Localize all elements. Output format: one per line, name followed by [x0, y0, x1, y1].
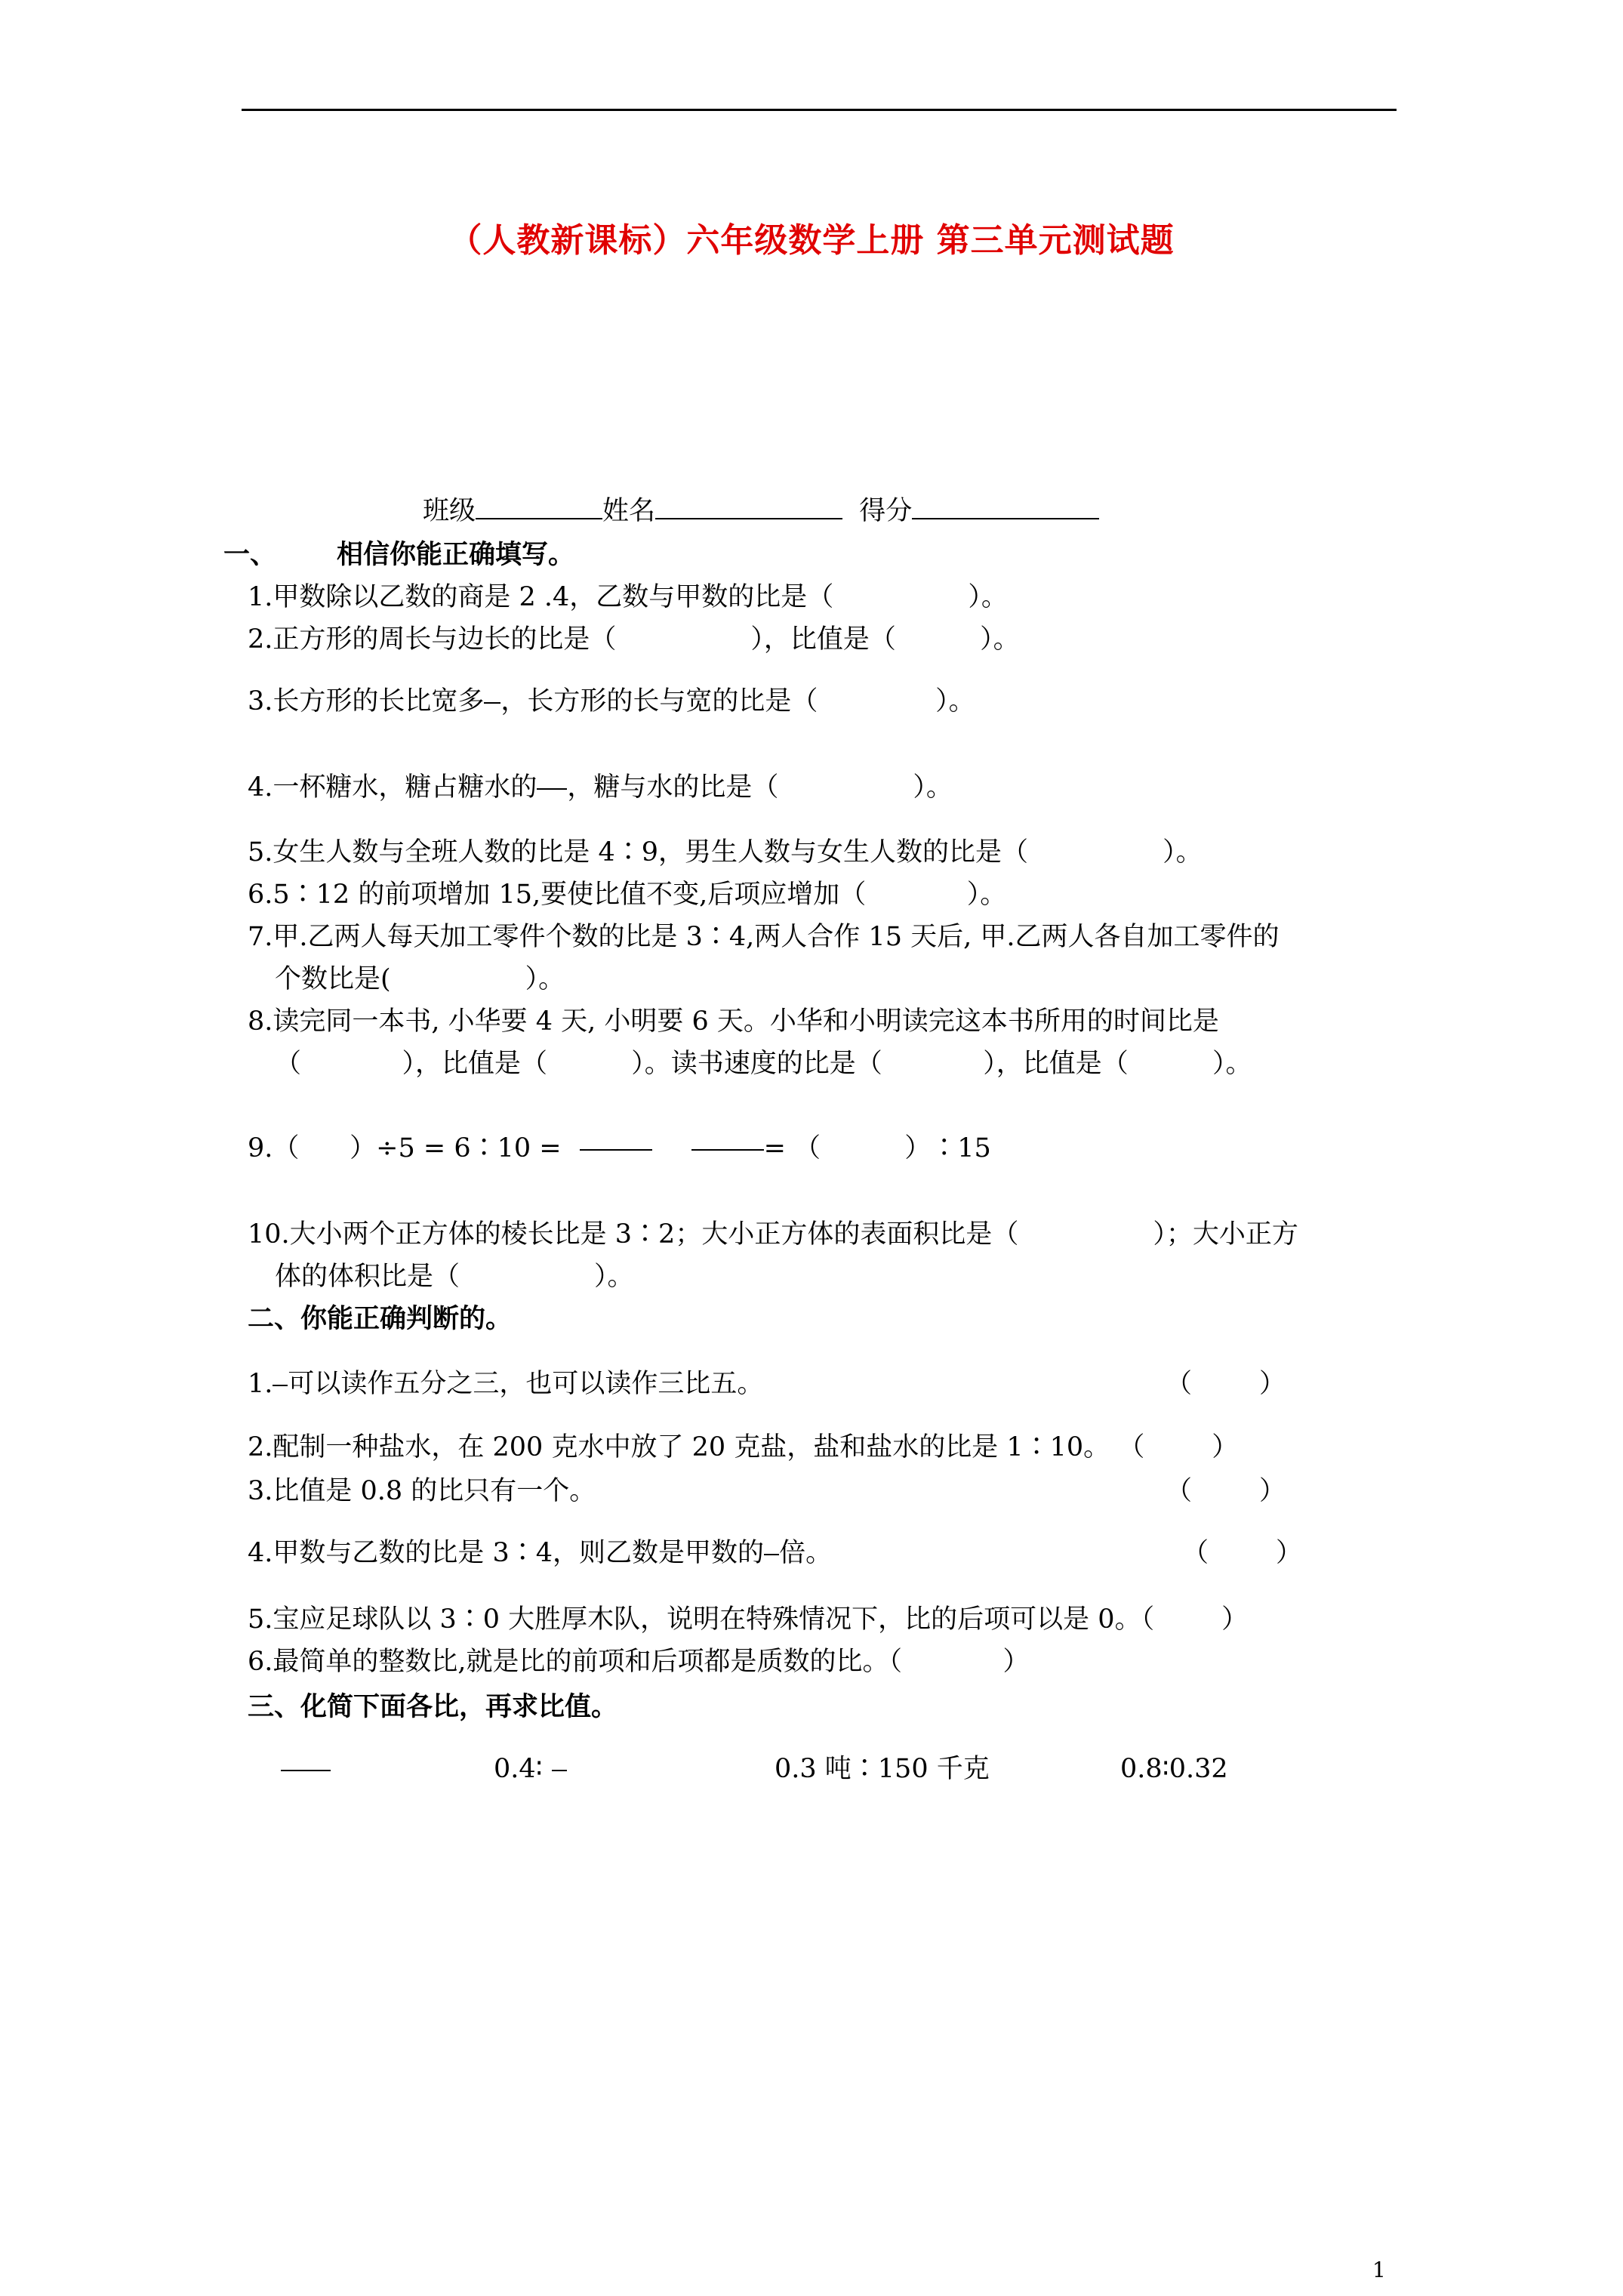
header-rule	[242, 109, 1397, 111]
judge-2-4-paren[interactable]: （ ）	[1182, 1538, 1303, 1568]
fraction-bar	[484, 702, 500, 704]
page-number: 1	[1372, 2257, 1386, 2282]
simplify-item-1	[281, 1753, 331, 1785]
fraction-bar	[552, 1770, 567, 1771]
page-title: （人教新课标）六年级数学上册 第三单元测试题	[448, 221, 1175, 260]
fraction-bar	[764, 1554, 779, 1555]
judge-2-1	[248, 1368, 763, 1400]
question-1-3-text: 3.长方形的长比宽多	[248, 686, 485, 717]
judge-2-1-text: 可以读作五分之三，也可以读作三比五。	[288, 1369, 764, 1399]
simplify-item-4: 0.8∶0.32	[1120, 1754, 1228, 1784]
question-1-4-text: 4.一杯糖水，糖占糖水的	[248, 772, 537, 803]
name-label: 姓名	[602, 496, 656, 526]
question-1-4-text-b: ，糖与水的比是（ ）。	[567, 772, 953, 803]
question-1-10a: 10.大小两个正方体的棱长比是 3∶2；大小正方体的表面积比是（ ）；大小正方	[248, 1219, 1298, 1250]
question-1-7b: 个数比是( ）。	[275, 964, 565, 994]
simplify-item-2-text: 0.4∶	[494, 1754, 543, 1784]
question-1-4	[248, 772, 953, 803]
fraction-bar	[580, 1149, 652, 1151]
fraction-bar	[537, 788, 567, 790]
question-1-8a: 8.读完同一本书, 小华要 4 天, 小明要 6 天。小华和小明读完这本书所用的时间比是	[248, 1006, 1219, 1037]
question-1-10b: 体的体积比是（ ）。	[275, 1262, 634, 1292]
question-1-2: 2.正方形的周长与边长的比是（ ），比值是（ ）。	[248, 624, 1020, 655]
section-1-heading	[223, 539, 574, 571]
judge-2-1-num: 1.	[248, 1369, 273, 1399]
fraction-bar	[691, 1149, 764, 1151]
question-1-8b: （ ），比值是（ ）。读书速度的比是（ ），比值是（ ）。	[275, 1049, 1252, 1079]
section-1-title: 相信你能正确填写。	[337, 540, 575, 570]
judge-2-4-text: 4.甲数与乙数的比是 3∶4，则乙数是甲数的	[248, 1538, 765, 1568]
judge-2-4-text-b: 倍。	[779, 1538, 833, 1568]
simplify-item-3: 0.3 吨∶150 千克	[775, 1754, 990, 1784]
simplify-item-2	[494, 1753, 567, 1785]
question-1-9-text: 9.（ ）÷5 = 6∶10 =	[248, 1133, 562, 1163]
question-1-6: 6.5∶12 的前项增加 15,要使比值不变,后项应增加（ ）。	[248, 880, 1007, 910]
class-label: 班级	[423, 496, 476, 526]
question-1-1: 1.甲数除以乙数的商是 2 .4，乙数与甲数的比是（ ）。	[248, 582, 1008, 612]
judge-2-2: 2.配制一种盐水，在 200 克水中放了 20 克盐，盐和盐水的比是 1∶10。 （ ）	[248, 1432, 1239, 1462]
score-blank[interactable]	[912, 492, 1099, 519]
judge-2-3: 3.比值是 0.8 的比只有一个。	[248, 1476, 596, 1506]
judge-2-6: 6.最简单的整数比,就是比的前项和后项都是质数的比。（ ）	[248, 1647, 1030, 1677]
section-1-number: 一、	[223, 540, 277, 570]
judge-2-4	[248, 1537, 832, 1569]
judge-2-1-paren[interactable]: （ ）	[1166, 1369, 1286, 1399]
question-1-7a: 7.甲.乙两人每天加工零件个数的比是 3∶4,两人合作 15 天后, 甲.乙两人各自加工零件的	[248, 922, 1280, 952]
class-blank[interactable]	[476, 492, 602, 519]
name-blank[interactable]	[655, 492, 842, 519]
question-1-9-text-b: = （ ）∶15	[763, 1133, 991, 1163]
header-fields	[423, 492, 1099, 527]
judge-2-3-paren[interactable]: （ ）	[1166, 1476, 1286, 1506]
question-1-3	[248, 686, 975, 717]
question-1-5: 5.女生人数与全班人数的比是 4∶9，男生人数与女生人数的比是（ ）。	[248, 837, 1203, 868]
judge-2-5: 5.宝应足球队以 3∶0 大胜厚木队，说明在特殊情况下，比的后项可以是 0。（ ）	[248, 1604, 1249, 1635]
fraction-bar	[273, 1385, 288, 1386]
fraction-bar	[281, 1770, 331, 1771]
question-1-3-text-b: ，长方形的长与宽的比是（ ）。	[500, 686, 975, 717]
question-1-9	[248, 1133, 991, 1164]
section-2-heading: 二、你能正确判断的。	[248, 1304, 513, 1334]
section-3-heading: 三、化简下面各比，再求比值。	[248, 1692, 618, 1722]
score-label: 得分	[859, 496, 913, 526]
